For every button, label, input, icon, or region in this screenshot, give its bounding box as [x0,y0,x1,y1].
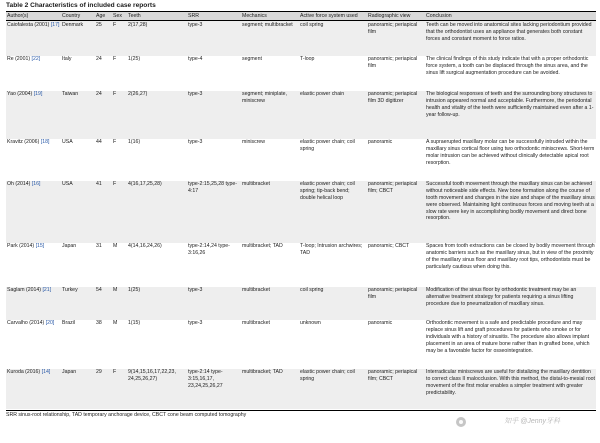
cell-mechanics: miniscrew [242,139,266,146]
table-row [6,369,596,409]
cell-age: 25 [96,21,102,28]
table-row [6,21,596,56]
cell-force: coil spring [300,287,324,294]
cell-teeth: 4(14,16,24,26) [128,243,162,250]
header-force: Active force system used [299,12,367,21]
cell-teeth: 1(16) [128,139,141,146]
cell-conclusion: A supraerupted maxillary molar can be successfully intruded within the maxillary sinus cortical floor using two orthodontic miniscrews. Short-term molar intrusion can be achieved without clinically detectable apical root resorption. [426,139,595,166]
watermark-logo-icon [456,417,466,427]
cell-srr: type-2:15,25,28 type-4:17 [188,181,238,195]
document-page [6,1,596,419]
cell-age: 44 [96,139,102,146]
cell-radiographic: panoramic; CBCT [368,243,410,250]
citation-link[interactable]: [18] [40,139,50,146]
cell-conclusion: Teeth can be moved into anatomical sites lacking periodontium provided that the orthodontist uses an appliance that generates both constant forces and constant moment to force ratios. [426,21,592,42]
header-author: Author(s) [6,12,61,21]
cell-conclusion: The biological responses of teeth and the surrounding bony structures to intrusion appeared normal and acceptable. Furthermore, the periodontal health and vitality of the teeth were sufficiently maintained even after a 1-year follow-up. [426,91,594,118]
cell-age: 24 [96,91,102,98]
cell-force: elastic power chain [300,91,345,98]
cell-country: Japan [62,243,77,250]
citation-link[interactable]: [20] [45,320,55,327]
cell-srr: type-3 [188,320,203,327]
cell-teeth: 2(26,27) [128,91,148,98]
table-caption: Table 2 Characteristics of included case reports [6,2,156,9]
cell-country: USA [62,139,73,146]
cell-country: Denmark [62,21,84,28]
cell-conclusion: Interradicular miniscrews are useful for distalizing the maxillary dentition to correct class II malocclusion. With this method, the distal-to-mesial root movement of the first molar enables a simpler treatment with greater predictability. [426,369,595,396]
cell-teeth: 4(16,17,25,28) [128,181,162,188]
cell-conclusion: Modification of the sinus floor by orthodontic treatment may be an alternative treatment strategy for patients requiring a sinus lifting procedure due to pneumatization of maxillary sinus. [426,287,577,308]
cell-radiographic: panoramic; periapical film [368,287,418,301]
table-row [6,320,596,369]
cell-country: Taiwan [62,91,79,98]
header-radiographic: Radiographic view [367,12,425,21]
cell-author: Kravitz (2006) [18] [7,139,50,146]
cell-conclusion: Spaces from tooth extractions can be closed by bodily movement through anatomic barriers such as the maxillary sinus, but in view of the proximity of the maxillary sinus floor and maxillary root tips, orthodontists must be particularly cautious when doing this. [426,243,595,270]
cell-radiographic: panoramic; periapical film; CBCT [368,369,418,383]
cell-mechanics: segment; miniplate, miniscrew [242,91,287,105]
cell-country: Japan [62,369,77,376]
cell-sex: M [113,287,118,294]
cell-country: Brazil [62,320,75,327]
cell-sex: F [113,56,117,63]
header-sex: Sex [112,12,127,21]
cell-srr: type-3 [188,21,203,28]
cell-teeth: 9(14,15,16,17,22,23, 24,25,26,27) [128,369,176,383]
cell-sex: F [113,181,117,188]
cell-srr: type-2:14,24 type-3:16,26 [188,243,230,257]
watermark: 知乎 @Jenny牙科 [504,418,560,425]
cell-srr: type-3 [188,91,203,98]
cell-sex: F [113,91,117,98]
cell-force: T-loop [300,56,315,63]
cell-srr: type-2:14 type-3:15,16,17, 23,24,25,26,27 [188,369,223,390]
cell-teeth: 1(25) [128,287,141,294]
cell-mechanics: segment; multibracket [242,21,293,28]
cell-srr: type-3 [188,139,203,146]
cell-age: 41 [96,181,102,188]
cell-mechanics: multibracket [242,181,270,188]
cell-radiographic: panoramic [368,139,393,146]
citation-link[interactable]: [22] [31,56,41,63]
cell-author: Park (2014) [15] [7,243,45,250]
cell-srr: type-4 [188,56,203,63]
cell-radiographic: panoramic; periapical film [368,21,418,35]
header-conclusion: Conclusion [425,12,596,21]
cell-radiographic: panoramic; periapical film; CBCT [368,181,418,195]
cell-srr: type-3 [188,287,203,294]
cell-country: Italy [62,56,72,63]
table-header-row [6,12,596,21]
cell-conclusion: Successful tooth movement through the maxillary sinus can be achieved without noticeable side effects. New bone formation along the course of tooth movement and changes in the size and shape of the maxillary sinus were observed. Maintaining light continuous forces and moving teeth at a slow rate were key in accomplishing bodily movement and direct bone resorption. [426,181,595,222]
cell-mechanics: multibracket; TAD [242,369,283,376]
cell-radiographic: panoramic [368,320,393,327]
cell-force: elastic power chain; coil spring [300,369,355,383]
cell-radiographic: panoramic; periapical film 3D digitizer [368,91,418,105]
citation-link[interactable]: [21] [42,287,52,294]
header-teeth: Teeth [127,12,187,21]
case-reports-table [6,11,596,409]
table-row [6,139,596,181]
table-row [6,56,596,91]
cell-teeth: 2(17,28) [128,21,148,28]
citation-link[interactable]: [14] [41,369,51,376]
cell-force: elastic power chain; coil spring [300,139,355,153]
cell-author: Carvalho (2014) [20] [7,320,55,327]
cell-sex: F [113,139,117,146]
cell-conclusion: The clinical findings of this study indicate that with a proper orthodontic force system, a tooth can be displaced through the sinus area, and the sinus lift surgical augmentation procedure can be avoided. [426,56,589,77]
table-row [6,287,596,320]
cell-author: Kuroda (2016) [14] [7,369,51,376]
cell-force: T-loop; Intrusion archwires; TAD [300,243,363,257]
citation-link[interactable]: [19] [33,91,43,98]
table-footnote: SRR sinus-root relationship, TAD temporary anchorage device, CBCT cone beam computed tomography [6,410,596,419]
cell-force: coil spring [300,21,324,28]
cell-author: Oh (2014) [16] [7,181,41,188]
cell-mechanics: multibracket [242,320,270,327]
cell-age: 24 [96,56,102,63]
cell-conclusion: Orthodontic movement is a safe and predictable procedure and may replace sinus lift and graft procedures for patients who smoke or for individuals with a history of sinusitis. The procedure also allows implant placement in an area of mature bone rather than in grafted bone, which may be a favorable factor for osseointegration. [426,320,590,354]
cell-age: 54 [96,287,102,294]
cell-author: Re (2001) [22] [7,56,41,63]
cell-force: unknown [300,320,321,327]
cell-force: elastic power chain; coil spring; tip-back bend; double helical loop [300,181,355,202]
cell-age: 29 [96,369,102,376]
cell-sex: M [113,320,118,327]
header-age: Age [95,12,112,21]
cell-author: Saglam (2014) [21] [7,287,52,294]
cell-age: 38 [96,320,102,327]
citation-link[interactable]: [15] [35,243,45,250]
header-srr: SRR [187,12,241,21]
cell-country: USA [62,181,73,188]
cell-mechanics: segment [242,56,262,63]
cell-age: 31 [96,243,102,250]
table-row [6,181,596,243]
cell-sex: F [113,369,117,376]
table-body [6,21,596,409]
cell-teeth: 1(25) [128,56,141,63]
cell-sex: F [113,21,117,28]
cell-country: Turkey [62,287,78,294]
cell-teeth: 1(15) [128,320,141,327]
table-row [6,91,596,139]
cell-mechanics: multibracket [242,287,270,294]
header-mechanics: Mechanics [241,12,299,21]
cell-author: Yao (2004) [19] [7,91,43,98]
table-row [6,243,596,287]
cell-mechanics: multibracket; TAD [242,243,283,250]
citation-link[interactable]: [16] [31,181,41,188]
cell-radiographic: panoramic; periapical film [368,56,418,70]
cell-author: Caiofalesta (2001) [17] [7,21,60,28]
header-country: Country [61,12,95,21]
citation-link[interactable]: [17] [50,21,60,28]
cell-sex: M [113,243,118,250]
